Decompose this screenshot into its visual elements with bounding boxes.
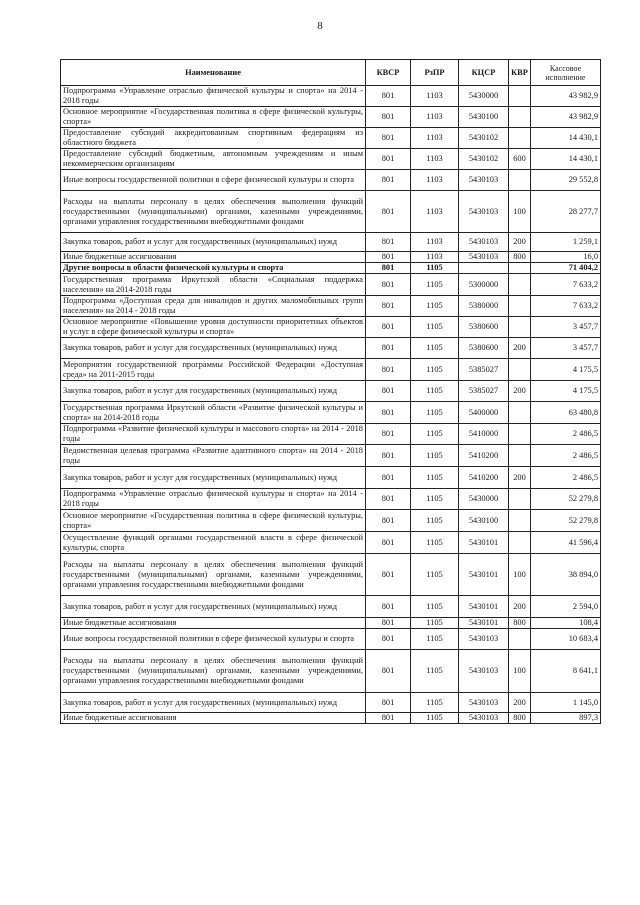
row-kvsr: 801 — [366, 317, 411, 338]
row-kcsr: 5430000 — [459, 489, 509, 510]
table-row — [61, 381, 601, 402]
row-rzpr: 1105 — [411, 532, 459, 554]
row-rzpr: 1103 — [411, 191, 459, 233]
row-rzpr: 1105 — [411, 596, 459, 618]
row-rzpr: 1105 — [411, 650, 459, 693]
row-name: Расходы на выплаты персоналу в целях обеспечения выполнения функций государственными (муниципальными) органами, казенными учреждениями, органами управления государственными внебюджетными фондами — [61, 554, 366, 596]
row-kvsr: 801 — [366, 128, 411, 149]
row-amount: 71 404,2 — [531, 263, 601, 274]
row-name: Подпрограмма «Доступная среда для инвалидов и других маломобильных групп населения» на 2014 - 2018 годы — [61, 296, 366, 317]
row-kvsr: 801 — [366, 554, 411, 596]
row-name: Другие вопросы в области физической культуры и спорта — [61, 263, 366, 274]
row-kvr — [509, 445, 531, 467]
row-rzpr: 1103 — [411, 86, 459, 107]
row-name: Закупка товаров, работ и услуг для государственных (муниципальных) нужд — [61, 467, 366, 489]
row-kvr — [509, 424, 531, 445]
row-name: Государственная программа Иркутской области «Социальная поддержка населения» на 2014-2018 годы — [61, 274, 366, 296]
row-amount: 52 279,8 — [531, 489, 601, 510]
row-name: Подпрограмма «Управление отраслью физической культуры и спорта» на 2014 - 2018 годы — [61, 86, 366, 107]
row-kvr: 200 — [509, 381, 531, 402]
row-amount: 4 175,5 — [531, 381, 601, 402]
row-rzpr: 1103 — [411, 170, 459, 191]
row-rzpr: 1105 — [411, 317, 459, 338]
row-kvr — [509, 263, 531, 274]
table-row — [61, 424, 601, 445]
table-row — [61, 274, 601, 296]
row-kvsr: 801 — [366, 629, 411, 650]
row-name: Расходы на выплаты персоналу в целях обеспечения выполнения функций государственными (муниципальными) органами, казенными учреждениями, органами управления государственными внебюджетными фондами — [61, 191, 366, 233]
row-kcsr: 5430000 — [459, 86, 509, 107]
page-number: 8 — [317, 20, 323, 32]
row-kvr: 100 — [509, 554, 531, 596]
table-row — [61, 252, 601, 263]
row-kvr: 200 — [509, 467, 531, 489]
row-rzpr: 1103 — [411, 128, 459, 149]
row-kcsr: 5430101 — [459, 618, 509, 629]
header-amount: Кассовое исполнение — [531, 60, 601, 86]
row-kcsr: 5430103 — [459, 252, 509, 263]
row-kvsr: 801 — [366, 107, 411, 128]
row-kcsr: 5410200 — [459, 445, 509, 467]
row-kcsr: 5380600 — [459, 338, 509, 359]
header-kvr: КВР — [509, 60, 531, 86]
row-name: Закупка товаров, работ и услуг для государственных (муниципальных) нужд — [61, 693, 366, 713]
row-rzpr: 1105 — [411, 618, 459, 629]
row-kvr: 200 — [509, 693, 531, 713]
row-kvsr: 801 — [366, 713, 411, 724]
row-name: Иные вопросы государственной политики в сфере физической культуры и спорта — [61, 629, 366, 650]
row-amount: 16,0 — [531, 252, 601, 263]
row-kvr — [509, 296, 531, 317]
row-rzpr: 1105 — [411, 629, 459, 650]
row-name: Закупка товаров, работ и услуг для государственных (муниципальных) нужд — [61, 338, 366, 359]
table-row — [61, 86, 601, 107]
row-name: Иные вопросы государственной политики в сфере физической культуры и спорта — [61, 170, 366, 191]
row-kvr: 800 — [509, 252, 531, 263]
row-rzpr: 1103 — [411, 107, 459, 128]
header-kvsr: КВСР — [366, 60, 411, 86]
row-kvr — [509, 128, 531, 149]
row-amount: 3 457,7 — [531, 317, 601, 338]
row-amount: 14 430,1 — [531, 128, 601, 149]
row-kvr — [509, 402, 531, 424]
row-kvsr: 801 — [366, 274, 411, 296]
table-row — [61, 128, 601, 149]
row-kcsr: 5385027 — [459, 381, 509, 402]
row-kvsr: 801 — [366, 149, 411, 170]
row-kvr: 100 — [509, 191, 531, 233]
row-kvsr: 801 — [366, 445, 411, 467]
row-kvr — [509, 317, 531, 338]
table-row — [61, 489, 601, 510]
row-kvr — [509, 629, 531, 650]
row-kvr: 800 — [509, 713, 531, 724]
row-kcsr: 5430103 — [459, 650, 509, 693]
row-kvr: 200 — [509, 338, 531, 359]
row-kvsr: 801 — [366, 170, 411, 191]
table-row — [61, 402, 601, 424]
table-row — [61, 107, 601, 128]
row-kvr — [509, 489, 531, 510]
row-amount: 43 982,9 — [531, 107, 601, 128]
row-kvr — [509, 359, 531, 381]
row-kvsr: 801 — [366, 402, 411, 424]
row-kvr — [509, 107, 531, 128]
row-kvr — [509, 532, 531, 554]
row-name: Государственная программа Иркутской области «Развитие физической культуры и спорта» на 2014-2018 годы — [61, 402, 366, 424]
row-rzpr: 1105 — [411, 296, 459, 317]
row-name: Закупка товаров, работ и услуг для государственных (муниципальных) нужд — [61, 233, 366, 252]
row-kvr: 100 — [509, 650, 531, 693]
row-rzpr: 1103 — [411, 149, 459, 170]
row-kcsr: 5430103 — [459, 191, 509, 233]
row-kcsr: 5380600 — [459, 317, 509, 338]
row-rzpr: 1103 — [411, 233, 459, 252]
header-kcsr: КЦСР — [459, 60, 509, 86]
table-row — [61, 338, 601, 359]
row-kvsr: 801 — [366, 263, 411, 274]
row-kvsr: 801 — [366, 532, 411, 554]
table-row — [61, 596, 601, 618]
row-kcsr: 5430103 — [459, 713, 509, 724]
row-kvr — [509, 170, 531, 191]
row-rzpr: 1105 — [411, 424, 459, 445]
row-kcsr: 5430103 — [459, 233, 509, 252]
row-kcsr: 5380000 — [459, 296, 509, 317]
row-rzpr: 1105 — [411, 338, 459, 359]
row-amount: 4 175,5 — [531, 359, 601, 381]
row-kcsr: 5430102 — [459, 149, 509, 170]
row-rzpr: 1105 — [411, 693, 459, 713]
row-name: Ведомственная целевая программа «Развитие адаптивного спорта» на 2014 - 2018 годы — [61, 445, 366, 467]
row-rzpr: 1105 — [411, 510, 459, 532]
row-amount: 63 480,8 — [531, 402, 601, 424]
row-kvsr: 801 — [366, 693, 411, 713]
row-amount: 897,3 — [531, 713, 601, 724]
row-kvr: 800 — [509, 618, 531, 629]
row-kvr — [509, 274, 531, 296]
row-amount: 2 486,5 — [531, 424, 601, 445]
row-kvsr: 801 — [366, 467, 411, 489]
row-kvr — [509, 510, 531, 532]
row-kvsr: 801 — [366, 86, 411, 107]
row-name: Иные бюджетные ассигнования — [61, 252, 366, 263]
row-kvsr: 801 — [366, 338, 411, 359]
row-kcsr: 5430100 — [459, 510, 509, 532]
row-name: Подпрограмма «Развитие физической культуры и массового спорта» на 2014 - 2018 годы — [61, 424, 366, 445]
table-row — [61, 170, 601, 191]
row-kvsr: 801 — [366, 233, 411, 252]
row-kvsr: 801 — [366, 618, 411, 629]
row-kvsr: 801 — [366, 596, 411, 618]
row-rzpr: 1105 — [411, 263, 459, 274]
table-row — [61, 629, 601, 650]
row-kvsr: 801 — [366, 650, 411, 693]
row-kcsr: 5430102 — [459, 128, 509, 149]
row-rzpr: 1105 — [411, 489, 459, 510]
row-rzpr: 1105 — [411, 381, 459, 402]
row-kvsr: 801 — [366, 381, 411, 402]
row-kcsr: 5385027 — [459, 359, 509, 381]
table-row — [61, 650, 601, 693]
row-kvr — [509, 86, 531, 107]
table-header-row — [61, 60, 601, 86]
row-kvsr: 801 — [366, 359, 411, 381]
row-kcsr: 5430101 — [459, 554, 509, 596]
table-row — [61, 554, 601, 596]
row-kvsr: 801 — [366, 489, 411, 510]
table-row — [61, 263, 601, 274]
header-name: Наименование — [61, 60, 366, 86]
row-kvsr: 801 — [366, 296, 411, 317]
row-amount: 8 641,1 — [531, 650, 601, 693]
row-kcsr: 5400000 — [459, 402, 509, 424]
row-name: Основное мероприятие «Государственная политика в сфере физической культуры, спорта» — [61, 510, 366, 532]
table-row — [61, 693, 601, 713]
row-amount: 1 259,1 — [531, 233, 601, 252]
row-kcsr: 5410000 — [459, 424, 509, 445]
table-row — [61, 149, 601, 170]
row-amount: 14 430,1 — [531, 149, 601, 170]
row-kvr: 200 — [509, 596, 531, 618]
row-kvr: 200 — [509, 233, 531, 252]
row-name: Расходы на выплаты персоналу в целях обеспечения выполнения функций государственными (муниципальными) органами, казенными учреждениями, органами управления государственными внебюджетными фондами — [61, 650, 366, 693]
table-row — [61, 510, 601, 532]
row-kcsr: 5430101 — [459, 532, 509, 554]
row-amount: 1 145,0 — [531, 693, 601, 713]
table-row — [61, 359, 601, 381]
row-name: Предоставление субсидий аккредитованным спортивным федерациям из областного бюджета — [61, 128, 366, 149]
row-name: Основное мероприятие «Повышение уровня доступности приоритетных объектов и услуг в сфере физической культуры и спорта» — [61, 317, 366, 338]
row-name: Осуществление функций органами государственной власти в сфере физической культуры, спорта — [61, 532, 366, 554]
row-rzpr: 1105 — [411, 467, 459, 489]
row-rzpr: 1105 — [411, 713, 459, 724]
budget-execution-table — [60, 59, 601, 724]
row-amount: 28 277,7 — [531, 191, 601, 233]
row-kvsr: 801 — [366, 510, 411, 532]
row-amount: 43 982,9 — [531, 86, 601, 107]
row-kcsr: 5430101 — [459, 596, 509, 618]
row-kcsr — [459, 263, 509, 274]
row-kcsr: 5430103 — [459, 170, 509, 191]
row-kcsr: 5430100 — [459, 107, 509, 128]
row-kvsr: 801 — [366, 424, 411, 445]
row-amount: 38 894,0 — [531, 554, 601, 596]
row-amount: 108,4 — [531, 618, 601, 629]
row-kcsr: 5430103 — [459, 629, 509, 650]
row-name: Закупка товаров, работ и услуг для государственных (муниципальных) нужд — [61, 381, 366, 402]
row-kvsr: 801 — [366, 191, 411, 233]
table-row — [61, 467, 601, 489]
row-amount: 10 683,4 — [531, 629, 601, 650]
row-amount: 29 552,8 — [531, 170, 601, 191]
table-row — [61, 618, 601, 629]
row-amount: 3 457,7 — [531, 338, 601, 359]
table-row — [61, 713, 601, 724]
row-rzpr: 1105 — [411, 554, 459, 596]
table-row — [61, 317, 601, 338]
table-row — [61, 191, 601, 233]
row-amount: 2 486,5 — [531, 467, 601, 489]
row-rzpr: 1103 — [411, 252, 459, 263]
row-rzpr: 1105 — [411, 402, 459, 424]
row-name: Подпрограмма «Управление отраслью физической культуры и спорта» на 2014 - 2018 годы — [61, 489, 366, 510]
row-name: Предоставление субсидий бюджетным, автономным учреждениям и иным некоммерческим организациям — [61, 149, 366, 170]
row-name: Иные бюджетные ассигнования — [61, 618, 366, 629]
row-kvr: 600 — [509, 149, 531, 170]
row-name: Мероприятия государственной программы Российской Федерации «Доступная среда» на 2011-2015 годы — [61, 359, 366, 381]
row-kcsr: 5430103 — [459, 693, 509, 713]
row-amount: 41 596,4 — [531, 532, 601, 554]
row-kcsr: 5410200 — [459, 467, 509, 489]
row-amount: 2 486,5 — [531, 445, 601, 467]
table-row — [61, 296, 601, 317]
table-row — [61, 445, 601, 467]
row-rzpr: 1105 — [411, 274, 459, 296]
row-name: Основное мероприятие «Государственная политика в сфере физической культуры, спорта» — [61, 107, 366, 128]
row-rzpr: 1105 — [411, 445, 459, 467]
row-kvsr: 801 — [366, 252, 411, 263]
table-row — [61, 532, 601, 554]
row-amount: 7 633,2 — [531, 296, 601, 317]
row-name: Иные бюджетные ассигнования — [61, 713, 366, 724]
row-amount: 52 279,8 — [531, 510, 601, 532]
header-rzpr: РзПР — [411, 60, 459, 86]
row-kcsr: 5300000 — [459, 274, 509, 296]
row-amount: 7 633,2 — [531, 274, 601, 296]
row-name: Закупка товаров, работ и услуг для государственных (муниципальных) нужд — [61, 596, 366, 618]
row-amount: 2 594,0 — [531, 596, 601, 618]
row-rzpr: 1105 — [411, 359, 459, 381]
table-row — [61, 233, 601, 252]
